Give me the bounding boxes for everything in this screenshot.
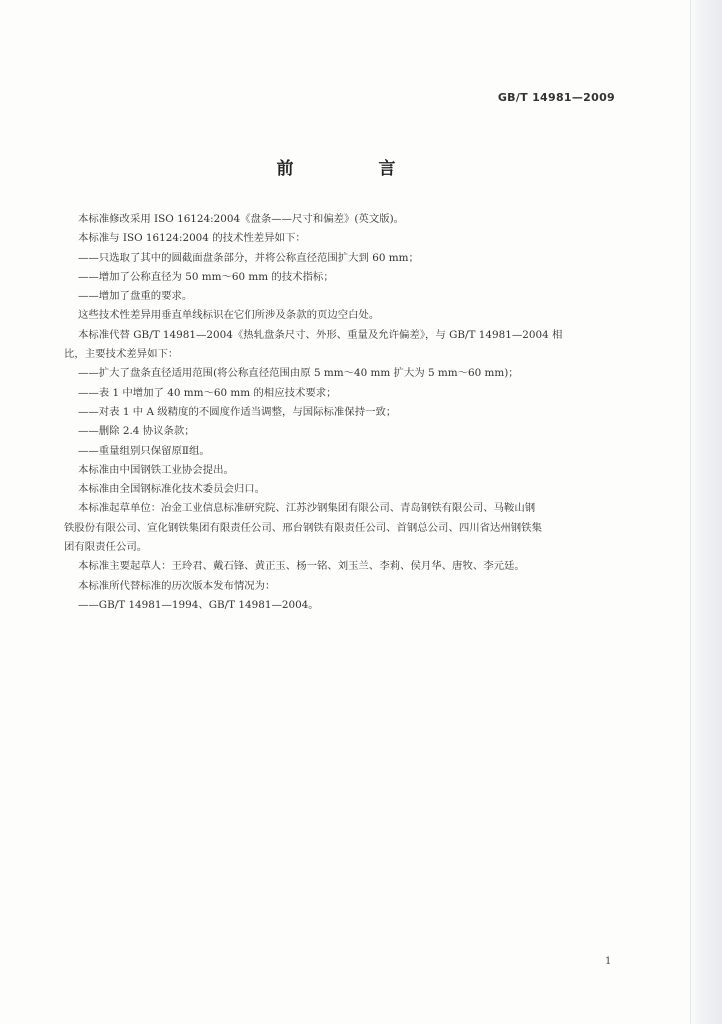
standard-code: GB/T 14981—2009: [497, 91, 615, 104]
paragraph-line: 本标准由中国钢铁工业协会提出。: [78, 463, 234, 476]
page-number: 1: [605, 956, 612, 967]
list-item: ——扩大了盘条直径适用范围(将公称直径范围由原 5 mm～40 mm 扩大为 5 mm～60 mm)；: [78, 367, 519, 380]
paragraph-line: 本标准代替 GB/T 14981—2004《热轧盘条尺寸、外形、重量及允许偏差》，与 GB/T 14981—2004 相: [78, 328, 563, 341]
paragraph-line: 本标准所代替标准的历次版本发布情况为：: [78, 579, 276, 592]
list-item: ——重量组别只保留原Ⅱ组。: [78, 444, 210, 457]
paragraph-line: 本标准修改采用 ISO 16124:2004《盘条——尺寸和偏差》(英文版)。: [78, 213, 405, 225]
list-item: ——删除 2.4 协议条款；: [78, 425, 195, 438]
page-edge-line: [690, 0, 691, 1024]
list-item: ——对表 1 中 A 级精度的不圆度作适当调整，与国际标准保持一致；: [78, 405, 397, 418]
list-item: ——表 1 中增加了 40 mm～60 mm 的相应技术要求；: [78, 386, 337, 399]
paragraph-continuation: 铁股份有限公司、宣化钢铁集团有限责任公司、邢台钢铁有限责任公司、首钢总公司、四川省达州钢铁集: [64, 521, 542, 534]
foreword-body: [64, 210, 622, 615]
paragraph-line: 本标准与 ISO 16124:2004 的技术性差异如下：: [78, 232, 306, 245]
paragraph-line: 本标准由全国钢标准化技术委员会归口。: [78, 483, 266, 496]
paragraph-line: 这些技术性差异用垂直单线标识在它们所涉及条款的页边空白处。: [78, 309, 380, 322]
list-item: ——只选取了其中的圆截面盘条部分，并将公称直径范围扩大到 60 mm；: [78, 251, 419, 264]
list-item: ——增加了盘重的要求。: [78, 290, 193, 303]
paragraph-continuation: 比，主要技术差异如下：: [64, 348, 179, 361]
paragraph-line: 本标准主要起草人：王玲君、戴石锋、黄正玉、杨一铭、刘玉兰、李莉、侯月华、唐牧、李元廷。: [78, 560, 525, 573]
section-title: 前 言: [276, 159, 430, 179]
list-item: ——增加了公称直径为 50 mm～60 mm 的技术指标；: [78, 270, 334, 283]
page-edge-shadow: [688, 0, 722, 1024]
paragraph-continuation: 团有限责任公司。: [64, 541, 148, 554]
paragraph-line: 本标准起草单位：冶金工业信息标准研究院、江苏沙钢集团有限公司、青岛钢铁有限公司、马鞍山钢: [78, 502, 536, 515]
list-item: ——GB/T 14981—1994、GB/T 14981—2004。: [78, 598, 319, 611]
